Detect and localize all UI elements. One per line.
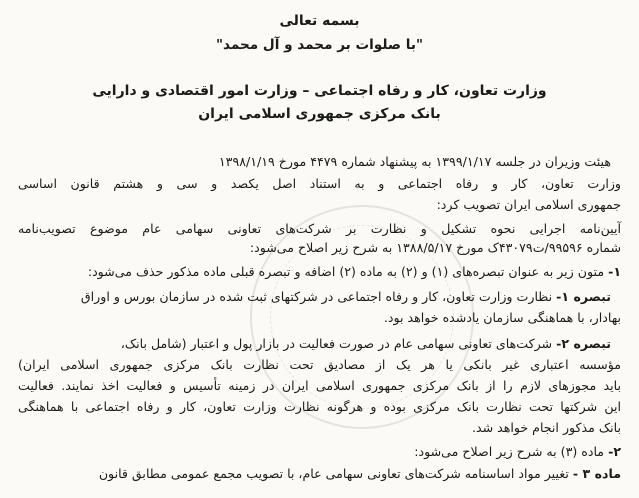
intro-line-2: وزارت تعاون، کار و رفاه اجتماعی و به استناد اصل یکصد و سی و هشتم قانون اساسی (18, 176, 621, 191)
intro-line-1: هیئت وزیران در جلسه ۱۳۹۹/۱/۱۷ به پیشنهاد شماره ۴۴۷۹ مورخ ۱۳۹۸/۱/۱۹ (218, 154, 611, 169)
note-1 (81, 289, 611, 305)
note-2-text: شرکت‌های تعاونی سهامی عام در صورت فعالیت در بازار پول و اعتبار (شامل بانک، (120, 336, 553, 351)
ministries-heading: وزارت تعاون، کار و رفاه اجتماعی – وزارت امور اقتصادی و دارایی (92, 83, 547, 99)
item-2 (414, 444, 621, 460)
bismillah-heading: بسمه تعالی (279, 13, 360, 29)
central-bank-heading: بانک مرکزی جمهوری اسلامی ایران (198, 106, 441, 122)
article-3 (99, 466, 621, 482)
note-2 (121, 336, 611, 352)
note-2-line-5: بانک مذکور انجام خواهد شد. (471, 420, 621, 435)
paragraph-2-line-2: شماره ۹۹۵۹۶/ت۴۳۰۷۹ک مورخ ۱۳۸۸/۵/۱۷ به شرح زیر اصلاح می‌شود: (249, 240, 621, 255)
paragraph-2-line-1: آیین‌نامه اجرایی نحوه تشکیل و نظارت بر شرکت‌های تعاونی سهامی عام موضوع تصویب‌نامه (18, 221, 621, 236)
item-1 (88, 264, 621, 280)
item-1-text: متون زیر به عنوان تبصره‌های (۱) و (۲) به ماده (۲) اضافه و تبصره قبلی ماده مذکور حذف می‌شود: (87, 264, 605, 279)
item-1-label: ۱- (608, 264, 621, 279)
item-2-label: ۲- (608, 444, 621, 459)
intro-line-3: جمهوری اسلامی ایران تصویب کرد: (436, 197, 621, 212)
note-2-line-2: مؤسسه اعتباری غیر بانکی یا هر یک از مصادیق تحت نظارت بانک مرکزی جمهوری اسلامی ایران) (18, 357, 621, 372)
salawat-heading: "با صلوات بر محمد و آل محمد" (215, 37, 424, 53)
note-1-continuation: بهادار، با هماهنگی سازمان یادشده خواهد بود. (383, 310, 621, 325)
note-2-line-3: باید مجوزهای لازم را از بانک مرکزی جمهوری اسلامی ایران در زمینه تأسیس و فعالیت اخذ نمایند. فعالیت (18, 378, 621, 393)
article-3-text: تغییر مواد اساسنامه شرکت‌های تعاونی سهامی عام، با تصویب مجمع عمومی مطابق قانون (98, 466, 569, 481)
note-1-text: نظارت وزارت تعاون، کار و رفاه اجتماعی در شرکتهای ثبت شده در سازمان بورس و اوراق (80, 289, 553, 304)
note-2-label: تبصره ۲- (556, 336, 611, 351)
article-3-label: ماده ۳ - (572, 466, 621, 481)
note-1-label: تبصره ۱- (556, 289, 611, 304)
item-2-text: ماده (۳) به شرح زیر اصلاح می‌شود: (414, 444, 605, 459)
note-2-line-4: این شرکتها تحت نظارت بانک مرکزی بوده و هرگونه نظارت وزارت تعاون، کار و رفاه اجتماعی با هماهنگی (18, 399, 621, 414)
